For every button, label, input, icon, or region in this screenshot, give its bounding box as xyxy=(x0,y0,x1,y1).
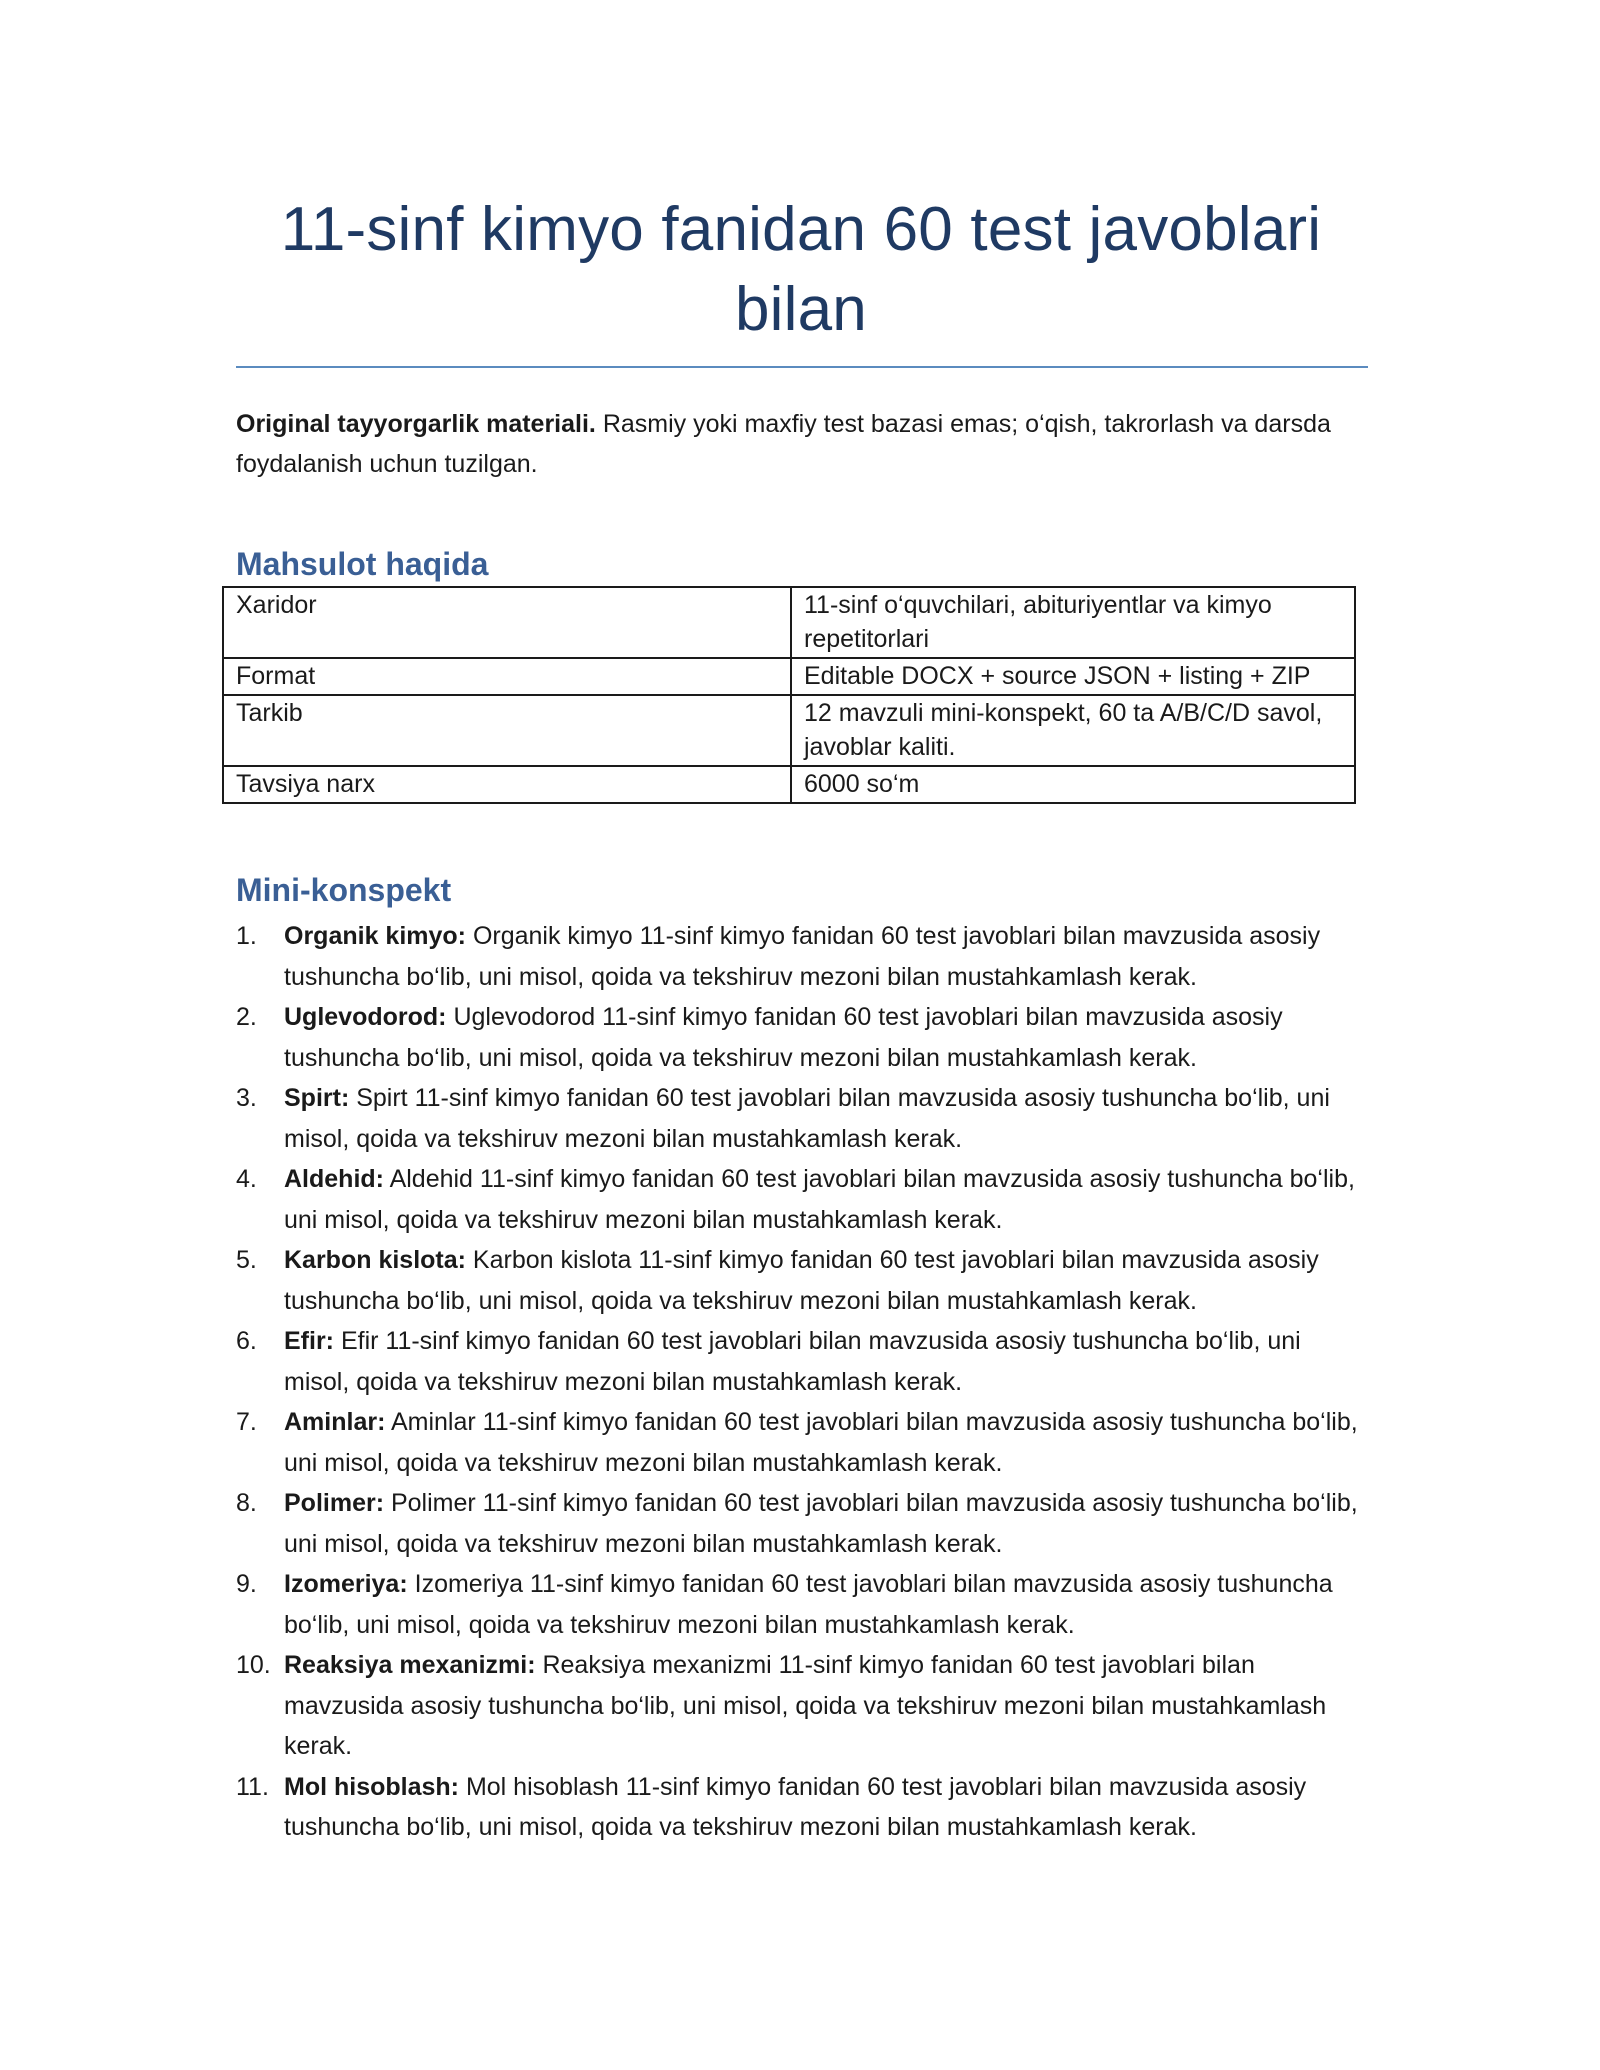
konspekt-list xyxy=(236,916,1366,1848)
list-item xyxy=(236,1321,1366,1402)
list-item xyxy=(236,1240,1366,1321)
list-item-term: Uglevodorod: xyxy=(284,1003,447,1031)
list-item-text: Aldehid 11-sinf kimyo fanidan 60 test javoblari bilan mavzusida asosiy tushuncha bo‘lib, uni misol, qoida va tekshiruv mezoni bilan mustahkamlash kerak. xyxy=(284,1165,1355,1234)
list-item-text: Aminlar 11-sinf kimyo fanidan 60 test javoblari bilan mavzusida asosiy tushuncha bo‘lib, uni misol, qoida va tekshiruv mezoni bilan mustahkamlash kerak. xyxy=(284,1408,1358,1477)
list-item-text: Spirt 11-sinf kimyo fanidan 60 test javoblari bilan mavzusida asosiy tushuncha bo‘lib, uni misol, qoida va tekshiruv mezoni bilan mustahkamlash kerak. xyxy=(284,1084,1330,1153)
table-row xyxy=(223,587,1355,658)
list-item-number: 4. xyxy=(236,1165,257,1193)
list-item-number: 7. xyxy=(236,1408,257,1436)
list-item-term: Polimer: xyxy=(284,1489,385,1517)
list-item-number: 11. xyxy=(236,1772,269,1801)
list-item-text: Polimer 11-sinf kimyo fanidan 60 test javoblari bilan mavzusida asosiy tushuncha bo‘lib, uni misol, qoida va tekshiruv mezoni bilan mustahkamlash kerak. xyxy=(284,1489,1358,1558)
list-item-text: Karbon kislota 11-sinf kimyo fanidan 60 test javoblari bilan mavzusida asosiy tushuncha bo‘lib, uni misol, qoida va tekshiruv mezoni bilan mustahkamlash kerak. xyxy=(284,1246,1319,1315)
list-item-text: Uglevodorod 11-sinf kimyo fanidan 60 test javoblari bilan mavzusida asosiy tushuncha bo‘lib, uni misol, qoida va tekshiruv mezoni bilan mustahkamlash kerak. xyxy=(284,1003,1283,1072)
section-heading-konspekt: Mini-konspekt xyxy=(236,872,452,908)
list-item-term: Efir: xyxy=(284,1327,334,1355)
section-heading-product: Mahsulot haqida xyxy=(236,546,489,582)
title-divider xyxy=(236,366,1368,368)
list-item-term: Spirt: xyxy=(284,1084,350,1112)
intro-paragraph xyxy=(236,404,1366,484)
table-cell-key: Tarkib xyxy=(223,695,791,766)
list-item-text: Izomeriya 11-sinf kimyo fanidan 60 test javoblari bilan mavzusida asosiy tushuncha bo‘lib, uni misol, qoida va tekshiruv mezoni bilan mustahkamlash kerak. xyxy=(284,1570,1333,1639)
document-title: 11-sinf kimyo fanidan 60 test javoblari bilan xyxy=(280,195,1322,344)
list-item-term: Aminlar: xyxy=(284,1408,386,1436)
table-row xyxy=(223,658,1355,695)
table-cell-value: 11-sinf o‘quvchilari, abituriyentlar va kimyo repetitorlari xyxy=(791,587,1355,658)
table-cell-key: Format xyxy=(223,658,791,695)
list-item-term: Izomeriya: xyxy=(284,1570,408,1598)
table-row xyxy=(223,766,1355,803)
list-item-text: Organik kimyo 11-sinf kimyo fanidan 60 test javoblari bilan mavzusida asosiy tushuncha bo‘lib, uni misol, qoida va tekshiruv mezoni bilan mustahkamlash kerak. xyxy=(284,922,1321,991)
list-item-term: Karbon kislota: xyxy=(284,1246,466,1274)
list-item xyxy=(236,1078,1366,1159)
table-cell-key: Xaridor xyxy=(223,587,791,658)
document-page xyxy=(236,190,1366,1848)
list-item xyxy=(236,997,1366,1078)
list-item-number: 10. xyxy=(236,1651,271,1679)
list-item xyxy=(236,1483,1366,1564)
list-item-number: 5. xyxy=(236,1246,257,1274)
list-item-number: 8. xyxy=(236,1489,257,1517)
list-item-text: Mol hisoblash 11-sinf kimyo fanidan 60 test javoblari bilan mavzusida asosiy tushuncha bo‘lib, uni misol, qoida va tekshiruv mezoni bilan mustahkamlash kerak. xyxy=(284,1772,1307,1841)
list-item-number: 1. xyxy=(236,922,257,950)
table-cell-value: 12 mavzuli mini-konspekt, 60 ta A/B/C/D savol, javoblar kaliti. xyxy=(791,695,1355,766)
list-item xyxy=(236,1645,1366,1767)
list-item-term: Organik kimyo: xyxy=(284,922,466,950)
list-item-number: 6. xyxy=(236,1327,257,1355)
list-item-number: 9. xyxy=(236,1570,257,1598)
table-row xyxy=(223,695,1355,766)
list-item xyxy=(236,1564,1366,1645)
list-item-text: Reaksiya mexanizmi 11-sinf kimyo fanidan 60 test javoblari bilan mavzusida asosiy tushuncha bo‘lib, uni misol, qoida va tekshiruv mezoni bilan mustahkamlash kerak. xyxy=(284,1651,1327,1760)
list-item-term: Reaksiya mexanizmi: xyxy=(284,1651,536,1679)
list-item-number: 2. xyxy=(236,1003,257,1031)
list-item xyxy=(236,1159,1366,1240)
list-item xyxy=(236,916,1366,997)
intro-text: Rasmiy yoki maxfiy test bazasi emas; o‘qish, takrorlash va darsda foydalanish uchun tuzilgan. xyxy=(236,410,1331,478)
intro-bold-lead: Original tayyorgarlik materiali. xyxy=(236,410,596,438)
table-cell-value: 6000 so‘m xyxy=(791,766,1355,803)
table-cell-key: Tavsiya narx xyxy=(223,766,791,803)
product-info-table xyxy=(222,586,1356,804)
list-item xyxy=(236,1767,1366,1848)
list-item-text: Efir 11-sinf kimyo fanidan 60 test javoblari bilan mavzusida asosiy tushuncha bo‘lib, uni misol, qoida va tekshiruv mezoni bilan mustahkamlash kerak. xyxy=(284,1327,1301,1396)
list-item xyxy=(236,1402,1366,1483)
list-item-term: Mol hisoblash: xyxy=(284,1772,459,1801)
list-item-term: Aldehid: xyxy=(284,1165,384,1193)
table-cell-value: Editable DOCX + source JSON + listing + ZIP xyxy=(791,658,1355,695)
list-item-number: 3. xyxy=(236,1084,257,1112)
